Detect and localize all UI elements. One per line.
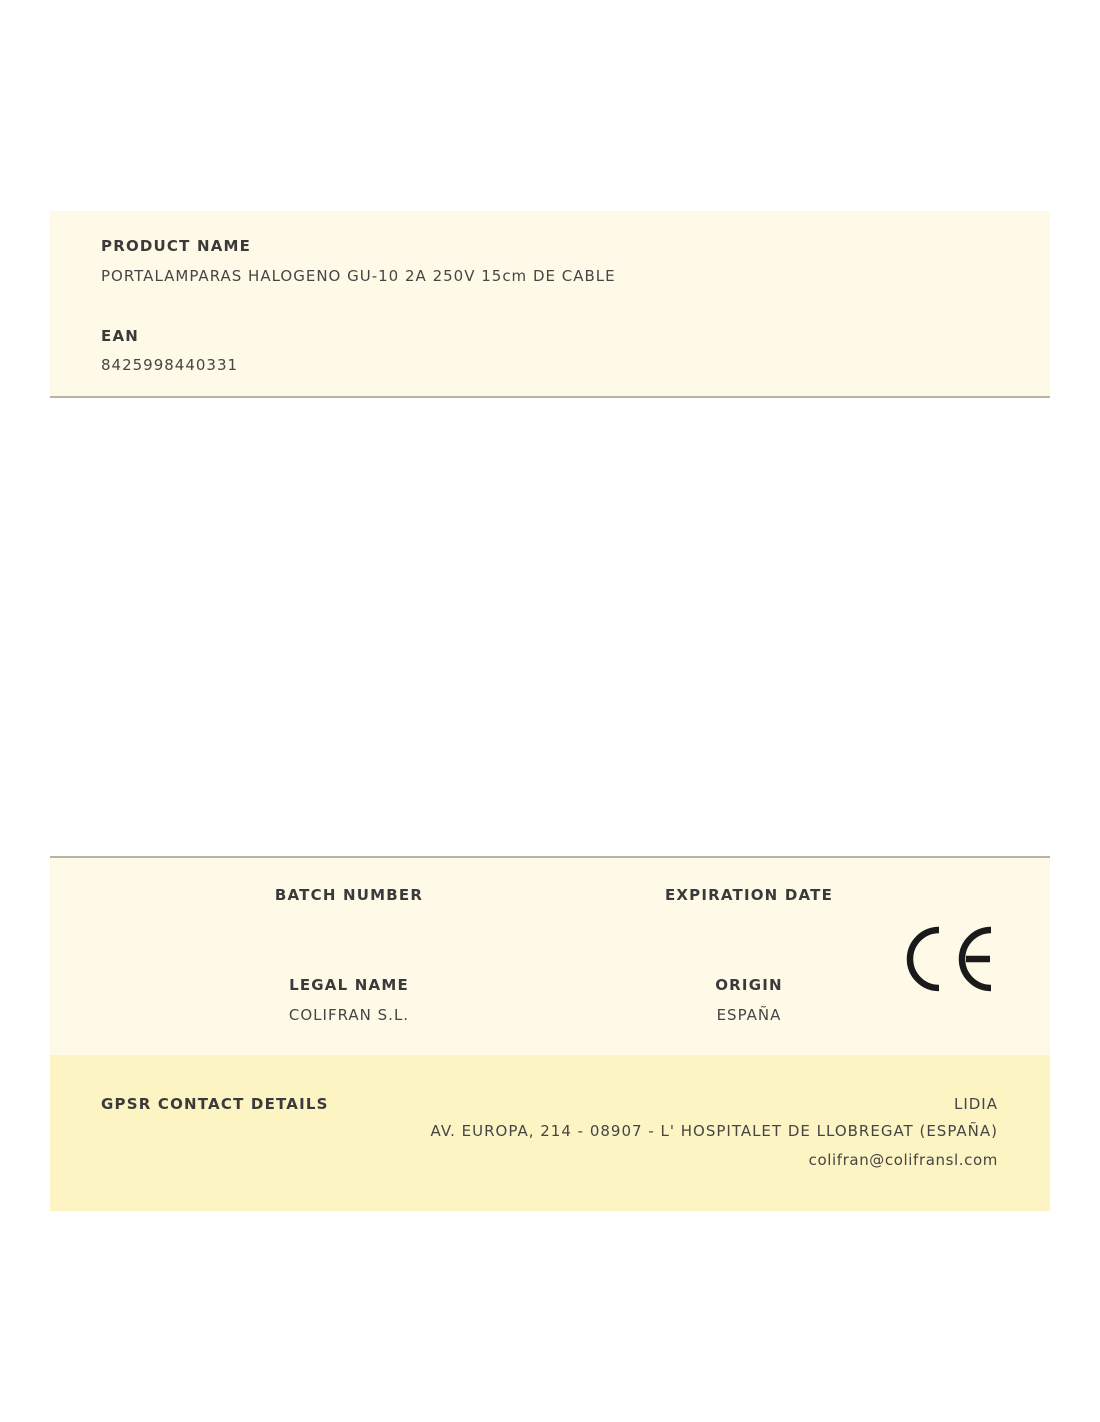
product-name-value: PORTALAMPARAS HALOGENO GU-10 2A 250V 15cm DE CABLE xyxy=(101,267,616,285)
product-name-label: PRODUCT NAME xyxy=(101,237,252,255)
gpsr-contact-name: LIDIA xyxy=(953,1095,998,1113)
expiration-date-label: EXPIRATION DATE xyxy=(664,886,834,904)
ean-label: EAN xyxy=(101,327,140,345)
origin-value: ESPAÑA xyxy=(716,1006,782,1024)
legal-name-label: LEGAL NAME xyxy=(289,976,409,994)
gpsr-contact-email[interactable]: colifran@colifransl.com xyxy=(808,1151,998,1169)
product-panel xyxy=(50,211,1050,398)
batch-number-label: BATCH NUMBER xyxy=(274,886,424,904)
ean-value: 8425998440331 xyxy=(101,356,239,374)
gpsr-contact-address: AV. EUROPA, 214 - 08907 - L' HOSPITALET DE LLOBREGAT (ESPAÑA) xyxy=(430,1122,998,1140)
gpsr-contact-details-label: GPSR CONTACT DETAILS xyxy=(101,1095,329,1113)
gpsr-panel xyxy=(50,1055,1050,1211)
ce-mark-icon xyxy=(906,924,996,994)
info-panel xyxy=(50,856,1050,1057)
origin-label: ORIGIN xyxy=(715,976,783,994)
legal-name-value: COLIFRAN S.L. xyxy=(288,1006,410,1024)
